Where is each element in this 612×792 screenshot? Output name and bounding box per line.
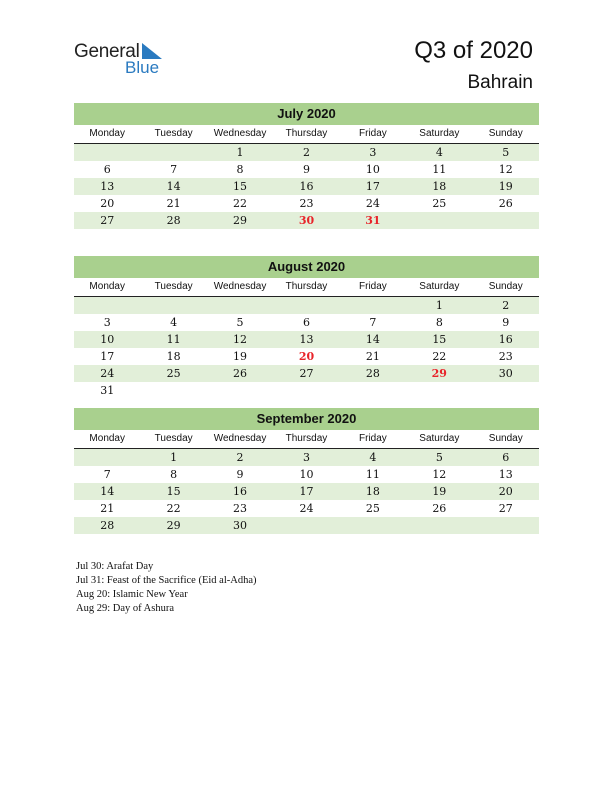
week-row — [74, 466, 539, 483]
date-cell: 23 — [233, 502, 248, 515]
date-cell: 18 — [365, 485, 380, 498]
date-cell: 2 — [236, 451, 244, 464]
date-cell: 15 — [233, 180, 248, 193]
week-row — [74, 178, 539, 195]
weekday-header-row — [74, 278, 539, 297]
date-cell: 19 — [498, 180, 513, 193]
date-cell: 17 — [299, 485, 314, 498]
date-cell: 6 — [302, 316, 310, 329]
date-cell: 11 — [166, 333, 181, 346]
date-cell: 31 — [100, 384, 115, 397]
date-cell: 27 — [100, 214, 115, 227]
date-cell: 7 — [170, 163, 178, 176]
weekday-label: Sunday — [488, 128, 523, 139]
week-row — [74, 483, 539, 500]
date-cell: 13 — [299, 333, 314, 346]
date-cell — [207, 382, 273, 399]
date-cell: 22 — [166, 502, 181, 515]
date-cell: 23 — [299, 197, 314, 210]
weekday-label: Thursday — [285, 281, 328, 292]
date-cell: 11 — [432, 163, 447, 176]
date-cell: 21 — [100, 502, 115, 515]
date-cell: 27 — [498, 502, 513, 515]
date-cell — [406, 212, 472, 229]
date-cell: 30 — [233, 519, 248, 532]
month-header: September 2020 — [74, 408, 539, 430]
weekday-label: Wednesday — [213, 433, 267, 444]
date-cell: 1 — [170, 451, 178, 464]
weeks-container — [74, 449, 539, 534]
date-cell: 12 — [432, 468, 447, 481]
date-cell: 26 — [432, 502, 447, 515]
date-cell — [140, 144, 206, 161]
date-cell — [406, 382, 472, 399]
month-header: July 2020 — [74, 103, 539, 125]
date-cell: 14 — [166, 180, 181, 193]
weekday-label: Sunday — [488, 433, 523, 444]
date-cell — [74, 449, 140, 466]
weekday-label: Friday — [359, 433, 387, 444]
date-cell: 3 — [103, 316, 111, 329]
weekday-label: Friday — [359, 281, 387, 292]
date-cell — [74, 297, 140, 314]
week-row — [74, 449, 539, 466]
holiday-note: Jul 30: Arafat Day — [76, 561, 154, 572]
date-cell: 1 — [435, 299, 443, 312]
weekday-label: Tuesday — [154, 433, 193, 444]
page-title: Q3 of 2020 — [414, 37, 533, 64]
weekday-label: Wednesday — [213, 128, 267, 139]
date-cell: 7 — [369, 316, 377, 329]
date-cell: 26 — [498, 197, 513, 210]
week-row — [74, 195, 539, 212]
date-cell — [340, 297, 406, 314]
date-cell: 9 — [236, 468, 244, 481]
date-cell: 6 — [103, 163, 111, 176]
date-cell: 26 — [233, 367, 248, 380]
date-cell: 4 — [369, 451, 377, 464]
weeks-container — [74, 144, 539, 229]
date-cell: 23 — [498, 350, 513, 363]
date-cell: 2 — [502, 299, 510, 312]
weekday-label: Thursday — [285, 433, 328, 444]
weekday-label: Thursday — [285, 128, 328, 139]
date-cell — [74, 144, 140, 161]
date-cell: 19 — [432, 485, 447, 498]
week-row — [74, 365, 539, 382]
month-calendar-july — [74, 103, 539, 229]
date-cell: 10 — [365, 163, 380, 176]
date-cell: 18 — [166, 350, 181, 363]
date-cell: 9 — [502, 316, 510, 329]
weekday-label: Tuesday — [154, 128, 193, 139]
holiday-date-cell: 20 — [298, 350, 315, 363]
date-cell — [273, 517, 339, 534]
date-cell: 12 — [498, 163, 513, 176]
date-cell: 14 — [100, 485, 115, 498]
date-cell: 28 — [365, 367, 380, 380]
month-header: August 2020 — [74, 256, 539, 278]
weekday-label: Saturday — [419, 128, 460, 139]
date-cell: 29 — [166, 519, 181, 532]
weekday-label: Wednesday — [213, 281, 267, 292]
date-cell: 5 — [502, 146, 510, 159]
date-cell — [473, 517, 539, 534]
date-cell — [340, 517, 406, 534]
weekday-label: Sunday — [488, 281, 523, 292]
date-cell — [140, 297, 206, 314]
holiday-note: Jul 31: Feast of the Sacrifice (Eid al-Adha) — [76, 575, 257, 586]
date-cell: 28 — [166, 214, 181, 227]
weekday-label: Monday — [89, 281, 125, 292]
date-cell: 8 — [435, 316, 443, 329]
date-cell: 9 — [302, 163, 310, 176]
date-cell: 15 — [166, 485, 181, 498]
date-cell: 1 — [236, 146, 244, 159]
date-cell: 24 — [365, 197, 380, 210]
month-calendar-august — [74, 256, 539, 399]
date-cell: 16 — [498, 333, 513, 346]
date-cell: 24 — [299, 502, 314, 515]
week-row — [74, 161, 539, 178]
weekday-header-row — [74, 430, 539, 449]
holiday-date-cell: 31 — [365, 214, 381, 227]
week-row — [74, 382, 539, 399]
week-row — [74, 517, 539, 534]
date-cell: 3 — [302, 451, 310, 464]
date-cell — [473, 212, 539, 229]
holiday-date-cell: 29 — [431, 367, 447, 380]
date-cell: 21 — [166, 197, 181, 210]
holiday-note: Aug 29: Day of Ashura — [76, 603, 174, 614]
date-cell: 13 — [100, 180, 115, 193]
date-cell — [273, 382, 339, 399]
weeks-container — [74, 297, 539, 399]
date-cell — [273, 297, 339, 314]
date-cell: 7 — [103, 468, 111, 481]
date-cell: 3 — [369, 146, 377, 159]
date-cell: 13 — [498, 468, 513, 481]
date-cell — [473, 382, 539, 399]
date-cell — [340, 382, 406, 399]
holiday-note: Aug 20: Islamic New Year — [76, 589, 188, 600]
date-cell: 17 — [365, 180, 380, 193]
date-cell: 5 — [236, 316, 244, 329]
date-cell: 12 — [233, 333, 248, 346]
date-cell: 2 — [302, 146, 310, 159]
date-cell: 25 — [365, 502, 380, 515]
date-cell: 29 — [233, 214, 248, 227]
brand-triangle-icon — [142, 43, 162, 59]
week-row — [74, 331, 539, 348]
date-cell: 24 — [100, 367, 115, 380]
brand-name-blue: Blue — [125, 58, 160, 77]
date-cell: 19 — [233, 350, 248, 363]
weekday-header-row — [74, 125, 539, 144]
date-cell: 28 — [100, 519, 115, 532]
date-cell: 21 — [365, 350, 380, 363]
weekday-label: Monday — [89, 128, 125, 139]
date-cell: 16 — [233, 485, 248, 498]
weekday-label: Monday — [89, 433, 125, 444]
month-calendar-september — [74, 408, 539, 534]
date-cell: 22 — [233, 197, 248, 210]
date-cell — [406, 517, 472, 534]
brand-name-general: General — [74, 41, 140, 62]
date-cell: 17 — [100, 350, 115, 363]
date-cell: 20 — [498, 485, 513, 498]
weekday-label: Tuesday — [154, 281, 193, 292]
date-cell: 8 — [170, 468, 178, 481]
date-cell: 18 — [432, 180, 447, 193]
date-cell: 16 — [299, 180, 314, 193]
date-cell: 27 — [299, 367, 314, 380]
week-row — [74, 348, 539, 365]
week-row — [74, 500, 539, 517]
date-cell: 10 — [100, 333, 115, 346]
date-cell: 30 — [498, 367, 513, 380]
date-cell: 11 — [365, 468, 380, 481]
weekday-label: Friday — [359, 128, 387, 139]
date-cell: 14 — [365, 333, 380, 346]
date-cell: 8 — [236, 163, 244, 176]
date-cell: 20 — [100, 197, 115, 210]
holiday-notes — [76, 560, 256, 616]
holiday-date-cell: 30 — [298, 214, 315, 227]
date-cell: 6 — [502, 451, 510, 464]
date-cell: 25 — [166, 367, 181, 380]
country-name: Bahrain — [467, 72, 533, 93]
week-row — [74, 212, 539, 229]
date-cell — [207, 297, 273, 314]
brand-logo — [74, 40, 184, 80]
date-cell — [140, 382, 206, 399]
week-row — [74, 297, 539, 314]
weekday-label: Saturday — [419, 433, 460, 444]
date-cell: 10 — [299, 468, 314, 481]
date-cell: 4 — [170, 316, 178, 329]
week-row — [74, 144, 539, 161]
date-cell: 15 — [432, 333, 447, 346]
date-cell: 4 — [435, 146, 443, 159]
date-cell: 5 — [435, 451, 443, 464]
weekday-label: Saturday — [419, 281, 460, 292]
date-cell: 22 — [432, 350, 447, 363]
date-cell: 25 — [432, 197, 447, 210]
week-row — [74, 314, 539, 331]
